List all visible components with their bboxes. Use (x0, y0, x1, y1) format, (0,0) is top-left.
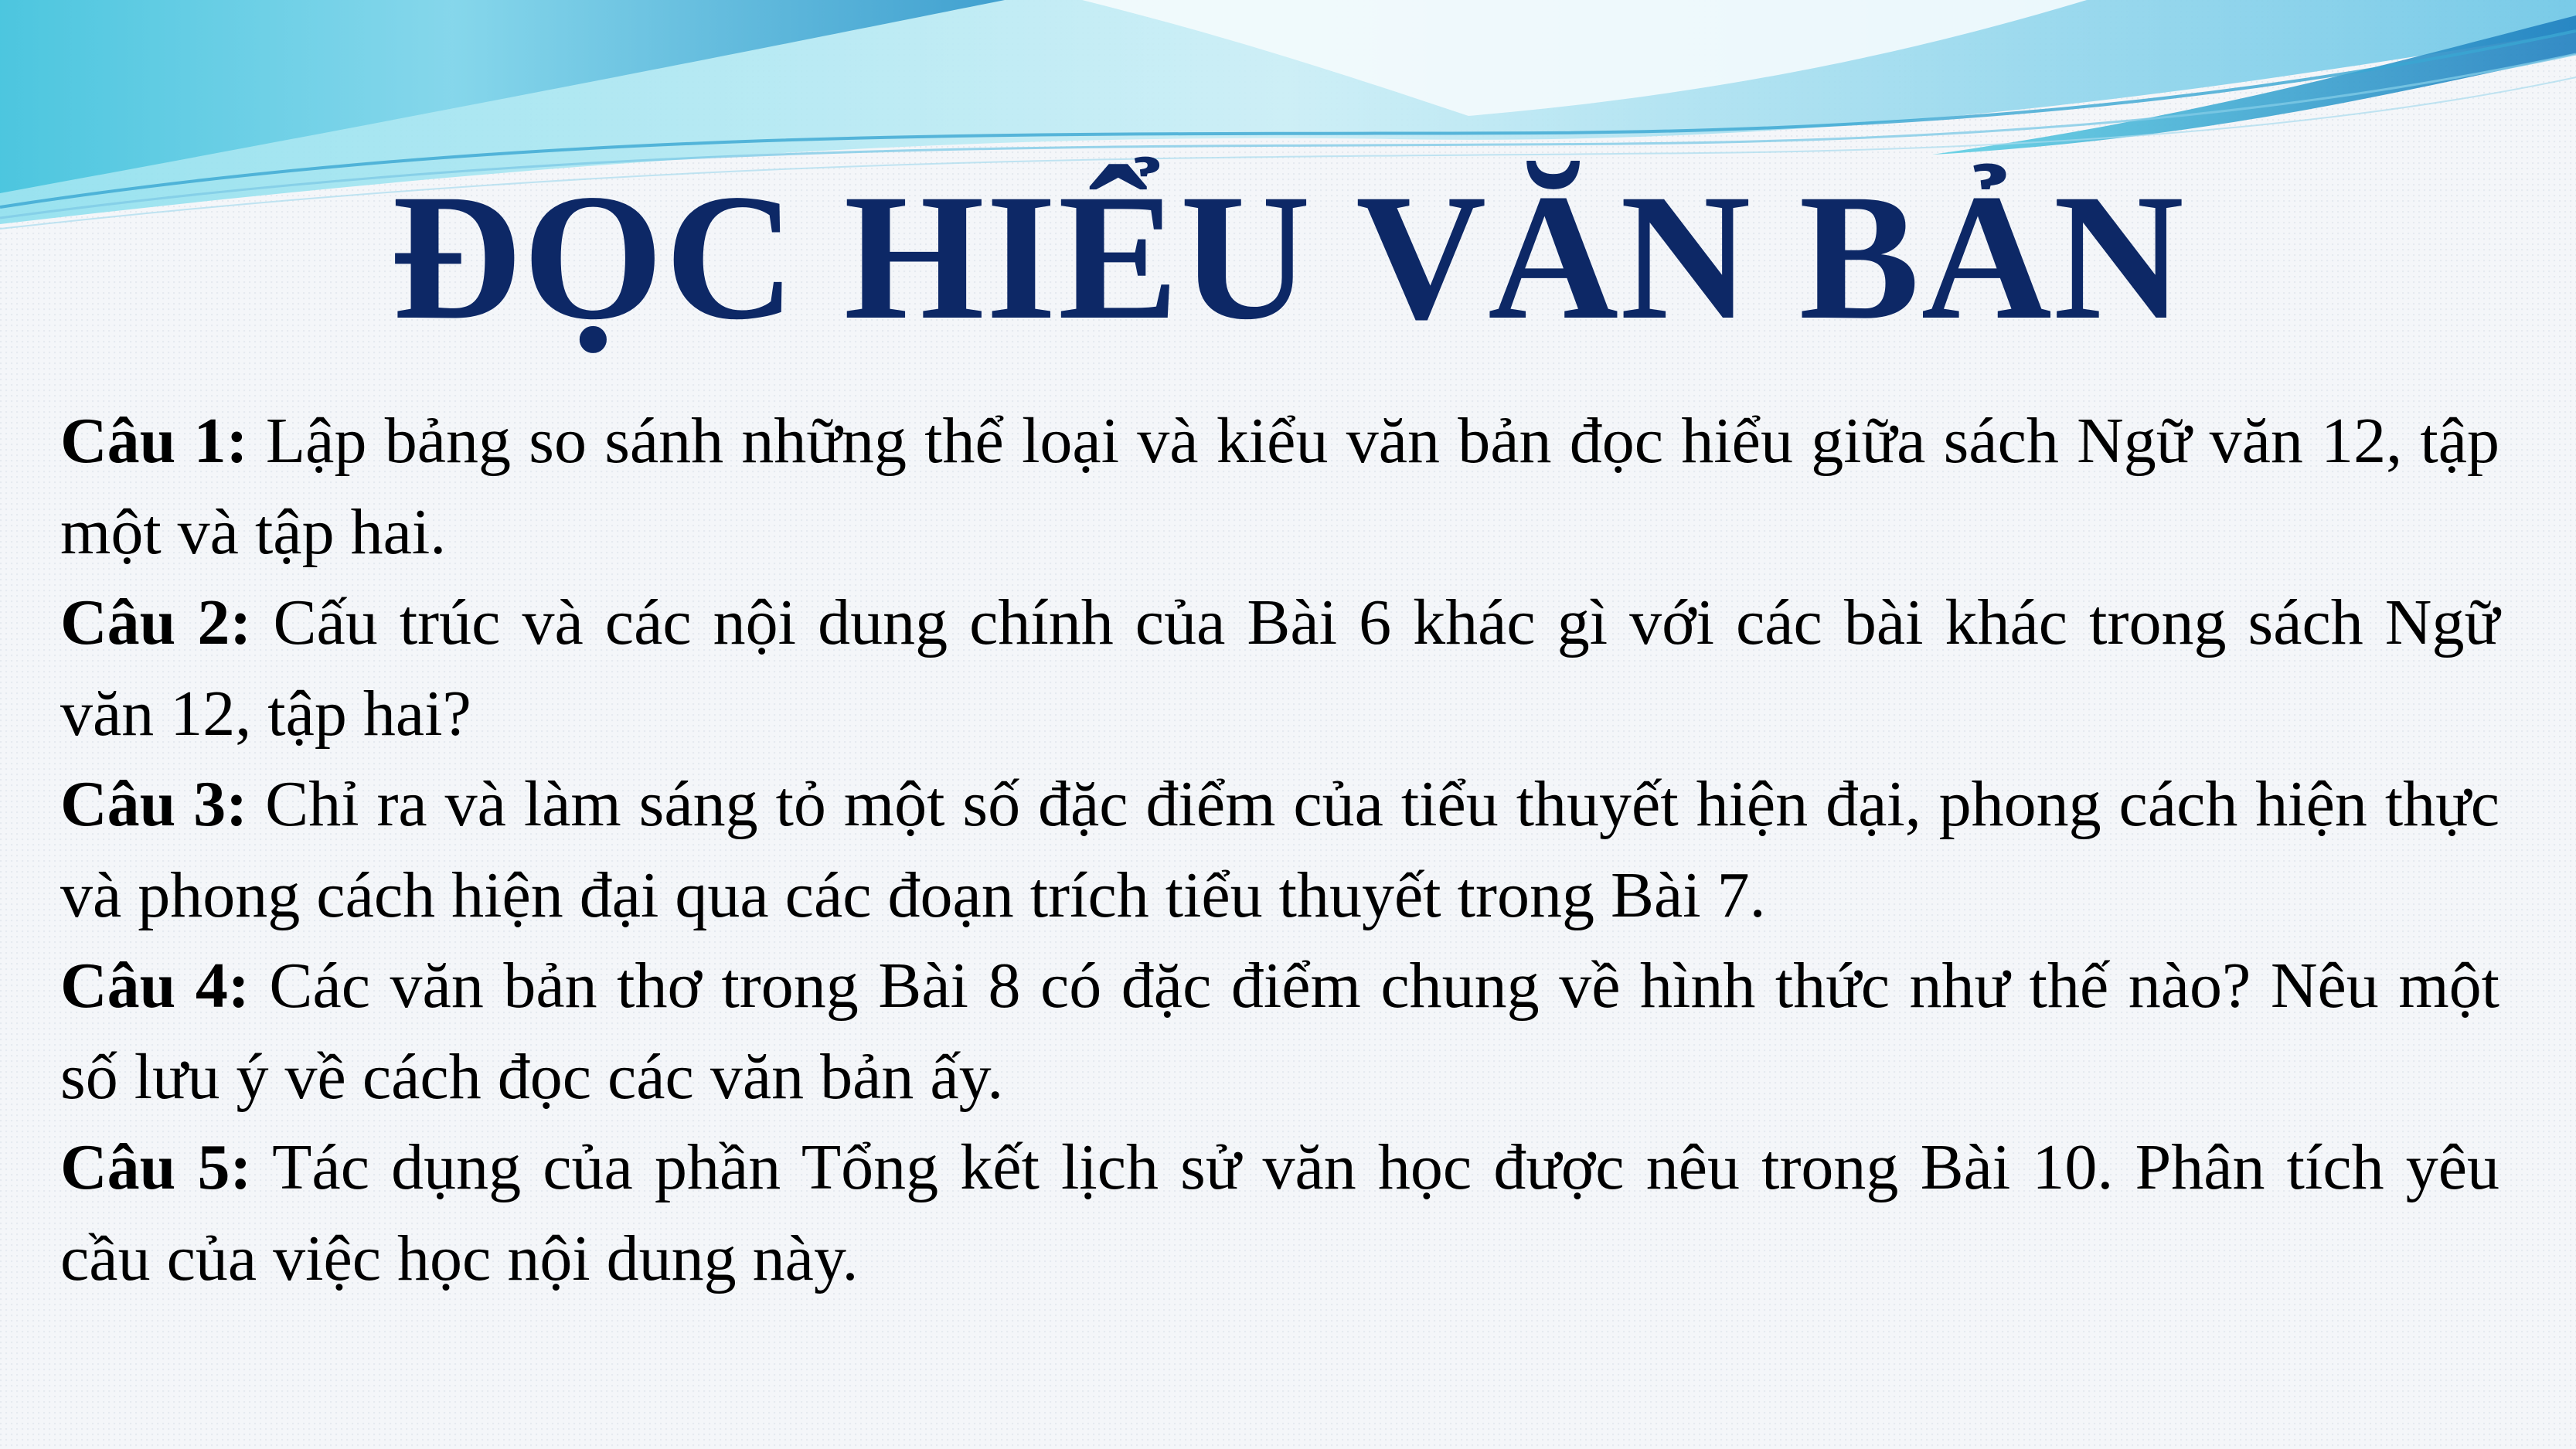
question-4 (60, 940, 2499, 1122)
question-3-text: Chỉ ra và làm sáng tỏ một số đặc điểm của tiểu thuyết hiện đại, phong cách hiện thực và phong cách hiện đại qua các đoạn trích tiểu thuyết trong Bài 7. (60, 768, 2499, 931)
question-1 (60, 396, 2499, 577)
question-4-label: Câu 4: (60, 950, 250, 1022)
question-2-label: Câu 2: (60, 587, 252, 658)
question-1-label: Câu 1: (60, 405, 248, 477)
question-2-text: Cấu trúc và các nội dung chính của Bài 6 khác gì với các bài khác trong sách Ngữ văn 12, tập hai? (60, 587, 2499, 750)
question-3-label: Câu 3: (60, 768, 248, 840)
question-5-text: Tác dụng của phần Tổng kết lịch sử văn học được nêu trong Bài 10. Phân tích yêu cầu của việc học nội dung này. (60, 1131, 2499, 1294)
question-5-label: Câu 5: (60, 1131, 252, 1203)
question-4-text: Các văn bản thơ trong Bài 8 có đặc điểm chung về hình thức như thế nào? Nêu một số lưu ý về cách đọc các văn bản ấy. (60, 950, 2499, 1113)
question-2 (60, 577, 2499, 759)
slide-title: ĐỌC HIỂU VĂN BẢN (390, 156, 2186, 357)
question-list (60, 396, 2499, 1304)
question-3 (60, 759, 2499, 940)
question-1-text: Lập bảng so sánh những thể loại và kiểu văn bản đọc hiểu giữa sách Ngữ văn 12, tập một và tập hai. (60, 405, 2499, 568)
question-5 (60, 1122, 2499, 1304)
